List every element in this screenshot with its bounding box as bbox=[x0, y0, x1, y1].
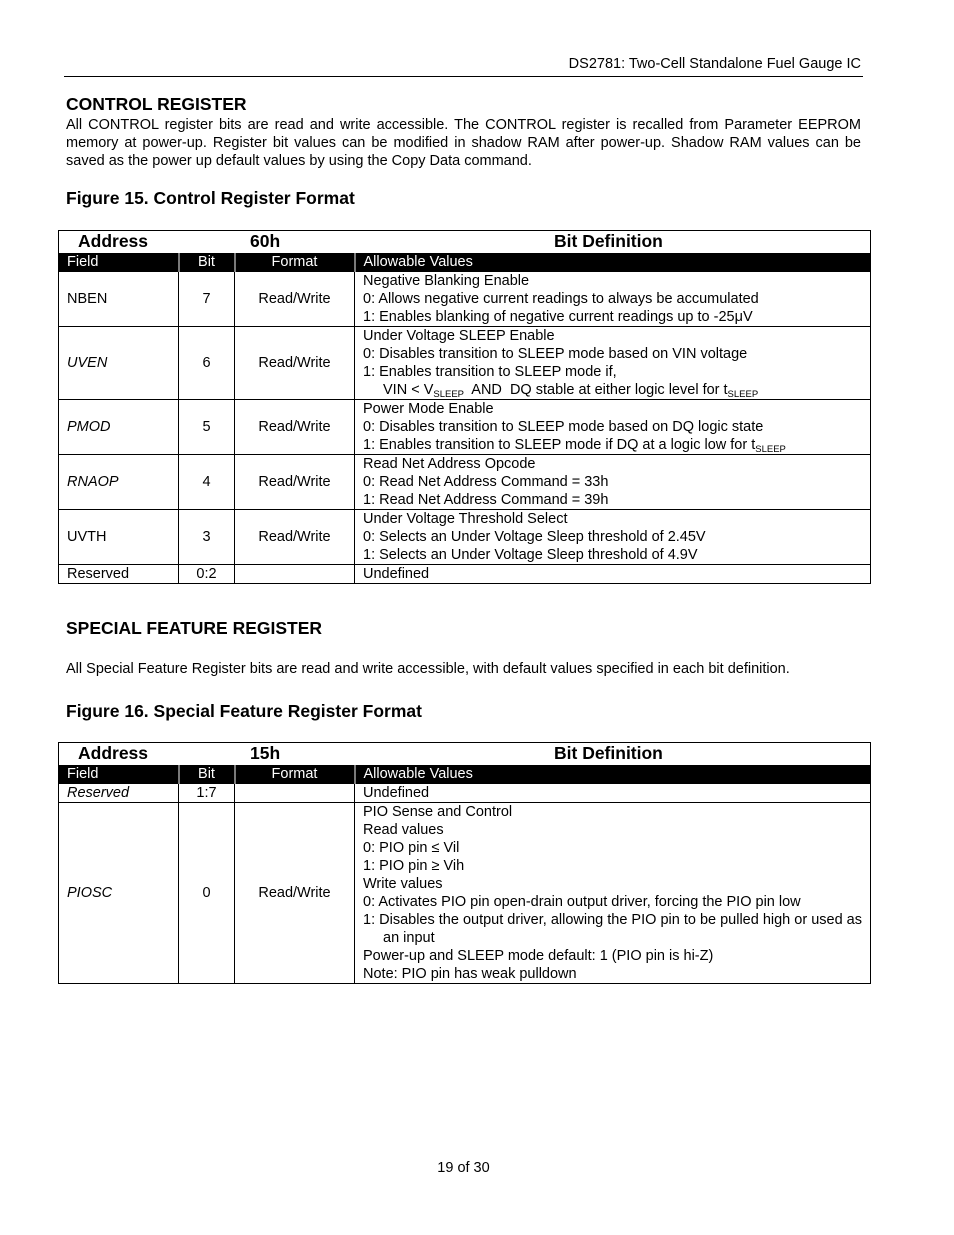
table-row bbox=[59, 272, 871, 327]
paragraph-control: All CONTROL register bits are read and write accessible. The CONTROL register is recalled from Parameter EEPROM memory at power-up. Register bit values can be modified in shadow RAM after power-up. Shadow RAM values can be saved as the power up default values by using the Copy Data command. bbox=[66, 117, 861, 169]
value-line: Under Voltage Threshold Select bbox=[363, 511, 568, 527]
value-line-text: 1: Enables transition to SLEEP mode if DQ at a logic low for t bbox=[363, 437, 756, 453]
address-label: Address bbox=[78, 231, 149, 251]
value-line: 1: Enables blanking of negative current readings up to -25μV bbox=[363, 309, 753, 325]
value-line: 1: Selects an Under Voltage Sleep threshold of 4.9V bbox=[363, 547, 698, 563]
bit-cell: 3 bbox=[179, 510, 235, 565]
column-header-field: Field bbox=[59, 766, 179, 784]
bit-cell: 6 bbox=[179, 327, 235, 400]
bit-cell: 0:2 bbox=[179, 565, 235, 584]
format-cell bbox=[235, 565, 355, 584]
value-line: 1: Read Net Address Command = 39h bbox=[363, 492, 609, 508]
values-cell bbox=[355, 565, 871, 584]
value-line: 0: Activates PIO pin open-drain output driver, forcing the PIO pin low bbox=[363, 894, 801, 910]
column-header-field: Field bbox=[59, 254, 179, 272]
format-cell bbox=[235, 784, 355, 803]
table-row bbox=[59, 400, 871, 455]
subscript-sleep: SLEEP bbox=[433, 389, 465, 400]
value-line: 0: Selects an Under Voltage Sleep threshold of 2.45V bbox=[363, 529, 706, 545]
value-line: Undefined bbox=[363, 566, 430, 582]
paragraph-special: All Special Feature Register bits are read and write accessible, with default values specified in each bit definition. bbox=[66, 661, 790, 677]
table-row bbox=[59, 803, 871, 984]
figure-title-16: Figure 16. Special Feature Register Format bbox=[66, 701, 422, 721]
condition-text-b: AND DQ stable at either logic level for t bbox=[464, 382, 728, 398]
field-cell: PMOD bbox=[59, 400, 179, 455]
bit-definition-label: Bit Definition bbox=[554, 743, 663, 763]
figure-title-15: Figure 15. Control Register Format bbox=[66, 188, 355, 208]
column-header-format: Format bbox=[235, 254, 355, 272]
address-row bbox=[59, 743, 871, 766]
value-line: Write values bbox=[363, 876, 443, 892]
value-line: Under Voltage SLEEP Enable bbox=[363, 328, 555, 344]
address-value: 15h bbox=[250, 743, 281, 763]
value-line: Read Net Address Opcode bbox=[363, 456, 536, 472]
field-cell: RNAOP bbox=[59, 455, 179, 510]
table-row bbox=[59, 327, 871, 400]
bit-definition-label: Bit Definition bbox=[554, 231, 663, 251]
table-header-row bbox=[59, 766, 871, 784]
sleep-condition-line bbox=[363, 381, 862, 399]
value-line: 0: PIO pin ≤ Vil bbox=[363, 840, 460, 856]
field-cell: NBEN bbox=[59, 272, 179, 327]
value-line: Negative Blanking Enable bbox=[363, 273, 530, 289]
field-cell: UVTH bbox=[59, 510, 179, 565]
column-header-format: Format bbox=[235, 766, 355, 784]
address-row bbox=[59, 231, 871, 254]
value-line: Note: PIO pin has weak pulldown bbox=[363, 966, 577, 982]
values-cell bbox=[355, 510, 871, 565]
format-cell: Read/Write bbox=[235, 272, 355, 327]
value-line: 1: PIO pin ≥ Vih bbox=[363, 858, 465, 874]
format-cell: Read/Write bbox=[235, 327, 355, 400]
format-cell: Read/Write bbox=[235, 455, 355, 510]
field-cell: UVEN bbox=[59, 327, 179, 400]
format-cell: Read/Write bbox=[235, 510, 355, 565]
column-header-bit: Bit bbox=[179, 766, 235, 784]
bit-cell: 0 bbox=[179, 803, 235, 984]
table-row bbox=[59, 455, 871, 510]
format-cell: Read/Write bbox=[235, 400, 355, 455]
value-line: Power Mode Enable bbox=[363, 401, 494, 417]
value-line: Read values bbox=[363, 822, 444, 838]
value-line: Power-up and SLEEP mode default: 1 (PIO pin is hi-Z) bbox=[363, 948, 714, 964]
value-line bbox=[363, 436, 862, 454]
values-cell bbox=[355, 455, 871, 510]
format-cell: Read/Write bbox=[235, 803, 355, 984]
table-header-row bbox=[59, 254, 871, 272]
section-title-control: CONTROL REGISTER bbox=[66, 94, 247, 114]
table-row bbox=[59, 784, 871, 803]
special-feature-register-table bbox=[58, 742, 871, 984]
page-number: 19 of 30 bbox=[437, 1160, 490, 1176]
value-line: 0: Read Net Address Command = 33h bbox=[363, 474, 609, 490]
field-cell: PIOSC bbox=[59, 803, 179, 984]
address-value: 60h bbox=[250, 231, 281, 251]
bit-cell: 4 bbox=[179, 455, 235, 510]
values-cell bbox=[355, 400, 871, 455]
value-line: PIO Sense and Control bbox=[363, 804, 513, 820]
subscript-sleep: SLEEP bbox=[755, 444, 786, 455]
value-line: 1: Enables transition to SLEEP mode if, bbox=[363, 364, 617, 380]
field-cell: Reserved bbox=[59, 784, 179, 803]
control-register-table bbox=[58, 230, 871, 584]
values-cell bbox=[355, 327, 871, 400]
value-line: 0: Allows negative current readings to always be accumulated bbox=[363, 291, 759, 307]
column-header-bit: Bit bbox=[179, 254, 235, 272]
values-cell bbox=[355, 272, 871, 327]
value-line: 0: Disables transition to SLEEP mode based on VIN voltage bbox=[363, 346, 748, 362]
header-rule bbox=[64, 76, 863, 77]
bit-cell: 5 bbox=[179, 400, 235, 455]
column-header-values: Allowable Values bbox=[355, 254, 871, 272]
page-header-title: DS2781: Two-Cell Standalone Fuel Gauge IC bbox=[568, 56, 861, 72]
condition-text-a: VIN < V bbox=[383, 382, 434, 398]
field-cell: Reserved bbox=[59, 565, 179, 584]
values-cell bbox=[355, 803, 871, 984]
address-label: Address bbox=[78, 743, 149, 763]
bit-cell: 1:7 bbox=[179, 784, 235, 803]
column-header-values: Allowable Values bbox=[355, 766, 871, 784]
section-title-special: SPECIAL FEATURE REGISTER bbox=[66, 618, 323, 638]
bit-cell: 7 bbox=[179, 272, 235, 327]
table-row bbox=[59, 510, 871, 565]
value-line: 0: Disables transition to SLEEP mode based on DQ logic state bbox=[363, 419, 764, 435]
subscript-sleep: SLEEP bbox=[727, 389, 759, 400]
value-line: Undefined bbox=[363, 785, 430, 801]
value-line: 1: Disables the output driver, allowing the PIO pin to be pulled high or used as an input bbox=[363, 912, 862, 946]
table-row bbox=[59, 565, 871, 584]
values-cell bbox=[355, 784, 871, 803]
